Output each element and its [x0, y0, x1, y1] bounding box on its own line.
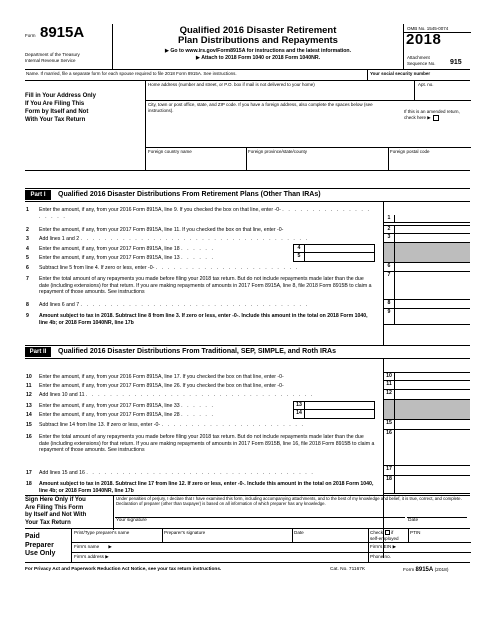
self-employed-check[interactable]: Check if self-employed [370, 530, 399, 541]
arrow-icon: ▶ [108, 544, 112, 549]
line-4-label: 4 [293, 244, 305, 253]
line-9-amount[interactable] [395, 309, 470, 325]
name-field-label: Name. If married, file a separate form for each spouse required to file 2018 Form 8915A. See instructions. [26, 71, 237, 76]
shaded-cell [383, 243, 395, 263]
paid-preparer-label: Paid Preparer Use Only [25, 533, 56, 557]
form-page: Form 8915A Department of the Treasury Internal Revenue Service Qualified 2016 Disaster Retirement Plan Distributions and Repayments ▶ Go to www.irs.gov/Form8915A for instructions and the latest information. ▶ Attach to 2018 Form 1040 or 2018 Form 1040NR. OMB No. 1545-0074 2018 Attachment Sequence No. 915 Name. If married, file a separate form for each spouse required to file 2018 Form 8915A. See instructions. Your social security number Fill in Your Address Only If You Are Filing This Form by Itself and Not With Your Tax Return Home address (number and street, or P.O. box if mail is not delivered to your home) Apt. no. City, town or post office, state, and ZIP code. If you have a foreign address, also complete the spaces below (see instructions). If this is an amended return, check here ▶ Foreign country name Foreign province/state/county Foreign postal code Part I Qualified 2016 Disaster Distributions From Retirement Plans (Other Than IRAs) 1 Enter the amount, if any, from your 2016 Form 8915A, line 9. If you checked the box on that line, enter -0- . . . . . . . . . . . . . . . . . . . . 1 2 Enter the amount, if any, from your 2017 Form 8915A, line 11. If you checked the box on that line, enter -0- 2 3 Add lines 1 and 2 . . . . . . . . . . . . . . . . . . . . . . . . . . . . . . . . . . . . . . 3 4 Enter the amount, if any, from your 2017 Form 8915A, line 18 . . . . . . 4 5 Enter the amount, if any, from your 2017 Form 8915A, line 13 . . . . . . 5 6 Subtract line 5 from line 4. If zero or less, enter -0- . . . . . . . . . . . . . . . . . . . . . . . . 6 7 Enter the total amount of any repayments you made before filing your 2018 tax return. But do not include repayments made later than the due date (including extensions) for that return. If you are making repayments of amounts in 2017 Form 8915A, line 8, file 2018 Form 8915B to claim a repayment of those amounts. See instructions 7 8 Add lines 6 and 7 . . . . . . . . . . . . . . . . . . . . . . . . . . . . . . . . . . . . . . 8 9 Amount subject to tax in 2018. Subtract line 8 from line 3. If zero or less, enter -0-. Include this amount in the total on 2018 Form 1040, line 4b; or 2018 Form 1040NR, line 17b 9 Part II Qualified 2016 Disaster Distributions From Traditional, SEP, SIMPLE, and Roth IRAs 10 Enter the amount, if any, from your 2016 Form 8915A, line 17. If you checked the box on that line, enter -0- 10 11 Enter the amount, if any, from your 2017 Form 8915A, line 26. If you checked the box on that line, enter -0- 11 12 Add lines 10 and 11 . . . . . . . . . . . . . . . . . . . . . . . . . . . . . . . . . . . . . . 12 13 Enter the amount, if any, from your 2017 Form 8915A, line 33 . . . . . . 13 14 Enter the amount, if any, from your 2017 Form 8915A, line 28 . . . . . . 14 15 Subtract line 14 from line 13. If zero or less, enter -0- . . . . . . . . . . . . . . . . . . . . . . . . 15 16 Enter the total amount of any repayments you made before filing your 2018 tax return. But do not include repayments made later than the due date (including extensions) for that return. If you are making repayments of amounts in 2017 Form 8915B, line 16, file 2018 Form 8915B to claim a repayment of those amounts. See instructions 16 17 Add lines 15 and 16 . . . . . . . . . . . . . . . . . . . . . . . . . . . . . . . . . . . . . . 17 18 Amount subject to tax in 2018. Subtract line 17 from line 12. If zero or less, enter -0-. Include this amount in the total on 2018 Form 1040, line 4b; or 2018 Form 1040NR, line 17b 18 Sign Here Only if You Are Filing This Form by Itself and Not With Your Tax Return Under penalties of perjury, I declare that I have examined this form, including accompanying attachments, and to the best of my knowledge and belief, it is true, correct, and complete. Declaration of preparer (other than taxpayer) is based on all information of which preparer has any knowledge. Your signature Date Paid Preparer Use Only Print/Type preparer's name Preparer's signature Date Check if self-employed PTIN Firm's name ▶ Firm's EIN ▶ Firm's address ▶ Phone no. For Privacy Act and Paperwork Reduction Act Notice, see your tax return instructions. Cat. No. 71167K Form 8915A (2018) [25, 24, 470, 620]
line-8-label: 8 [383, 300, 395, 309]
catalog-number: Cat. No. 71167K [330, 567, 366, 572]
line-7-label: 7 [383, 272, 395, 300]
perjury-statement: Under penalties of perjury, I declare that I have examined this form, including accompanying attachments, and to the best of my knowledge and belief, it is true, correct, and complete. Declaration of preparer (other than taxpayer) is based on all information of which preparer has any knowledge. [113, 496, 470, 530]
address-grid [145, 81, 470, 171]
sign-date-field[interactable]: Date [407, 517, 467, 523]
line-2-label: 2 [383, 225, 395, 234]
line-12-label: 12 [383, 390, 395, 400]
paid-preparer-section [25, 529, 470, 563]
your-signature-field[interactable]: Your signature [115, 517, 405, 523]
part2-title: Qualified 2016 Disaster Distributions From Traditional, SEP, SIMPLE, and Roth IRAs [58, 348, 336, 355]
omb-block [403, 24, 470, 70]
amended-checkbox[interactable] [433, 115, 439, 121]
line-15-amount[interactable] [395, 420, 470, 430]
line-8-amount[interactable] [395, 300, 470, 309]
privacy-notice: For Privacy Act and Paperwork Reduction Act Notice, see your tax return instructions. [25, 567, 222, 572]
form-word: Form [25, 33, 36, 38]
foreign-country-field[interactable]: Foreign country name [148, 149, 192, 154]
line-5-amount[interactable] [305, 253, 375, 262]
line-7-amount[interactable] [395, 272, 470, 300]
foreign-province-field[interactable]: Foreign province/state/county [248, 149, 308, 154]
line-16-label: 16 [383, 430, 395, 466]
line-1-amount[interactable] [395, 215, 470, 223]
foreign-postal-field[interactable]: Foreign postal code [390, 149, 430, 154]
shaded-cell [395, 400, 470, 420]
amended-return-check[interactable]: If this is an amended return, check here ▶ [404, 109, 460, 121]
form-instructions: ▶ Go to www.irs.gov/Form8915A for instructions and the latest information. ▶ Attach to 2018 Form 1040 or 2018 Form 1040NR. [164, 48, 352, 61]
apt-no-field[interactable]: Apt. no. [418, 82, 434, 87]
line-17-label: 17 [383, 466, 395, 476]
preparer-signature-field[interactable]: Preparer's signature [164, 530, 206, 535]
line-15-label: 15 [383, 420, 395, 430]
line-12-amount[interactable] [395, 390, 470, 400]
omb-number: OMB No. 1545-0074 [407, 26, 449, 31]
preparer-date-field[interactable]: Date [294, 530, 304, 535]
line-13-amount[interactable] [305, 401, 375, 410]
shaded-cell [383, 400, 395, 420]
attachment-label: Attachment Sequence No. [407, 55, 436, 66]
preparer-name-field[interactable]: Print/Type preparer's name [74, 530, 130, 535]
part1-title: Qualified 2016 Disaster Distributions From Retirement Plans (Other Than IRAs) [58, 191, 321, 198]
ssn-field[interactable]: Your social security number [367, 70, 430, 81]
fill-in-address-note: Fill in Your Address Only If You Are Filing This Form by Itself and Not With Your Tax Return [25, 93, 96, 123]
line-2-amount[interactable] [395, 225, 470, 234]
line-14-amount[interactable] [305, 410, 375, 419]
form-title: Qualified 2016 Disaster Retirement Plan Distributions and Repayments [178, 25, 338, 46]
form-title-block [113, 24, 403, 70]
phone-field[interactable]: Phone no. [370, 554, 391, 559]
line-3-label: 3 [383, 234, 395, 243]
line-1-label: 1 [383, 215, 395, 223]
city-state-zip-field[interactable]: City, town or post office, state, and ZIP code. If you have a foreign address, also complete the spaces below (see instructions). [148, 102, 373, 113]
firm-address-field[interactable]: Firm's address ▶ [74, 554, 109, 559]
home-address-field[interactable]: Home address (number and street, or P.O. box if mail is not delivered to your home) [148, 82, 315, 87]
form-number: 8915A [40, 24, 85, 41]
department-name: Department of the Treasury Internal Revenue Service [25, 52, 80, 63]
firm-name-field[interactable]: Firm's name ▶ [74, 544, 112, 549]
line-16-amount[interactable] [395, 430, 470, 466]
line-14-label: 14 [293, 410, 305, 419]
line-13-label: 13 [293, 401, 305, 410]
line-9-label: 9 [383, 309, 395, 325]
part2-header [25, 345, 470, 359]
sign-here-label: Sign Here Only if You Are Filing This Form by Itself and Not With Your Tax Return [25, 497, 87, 526]
tax-year: 2018 [406, 31, 442, 48]
footer-form-id: Form 8915A (2018) [403, 567, 449, 573]
shaded-cell [395, 243, 470, 263]
sequence-number: 915 [450, 59, 462, 66]
part1-header [25, 188, 470, 202]
sign-here-section [25, 495, 470, 529]
name-row[interactable] [25, 70, 470, 81]
form-header [25, 24, 470, 70]
line-18-amount[interactable] [395, 476, 470, 494]
part1-label: Part I [25, 190, 51, 200]
firm-ein-field[interactable]: Firm's EIN ▶ [370, 544, 397, 549]
line-4-amount[interactable] [305, 244, 375, 253]
line-18-label: 18 [383, 476, 395, 494]
line-6-amount[interactable] [395, 263, 470, 272]
line-11-label: 11 [383, 381, 395, 390]
address-block [25, 81, 470, 171]
form-id-block [25, 24, 113, 70]
line-10-amount[interactable] [395, 372, 470, 381]
line-17-amount[interactable] [395, 466, 470, 476]
line-11-amount[interactable] [395, 381, 470, 390]
part2-label: Part II [25, 347, 51, 357]
line-6-label: 6 [383, 263, 395, 272]
line-10-label: 10 [383, 372, 395, 381]
line-5-label: 5 [293, 253, 305, 262]
ptin-field[interactable]: PTIN [410, 530, 421, 535]
line-3-amount[interactable] [395, 234, 470, 243]
